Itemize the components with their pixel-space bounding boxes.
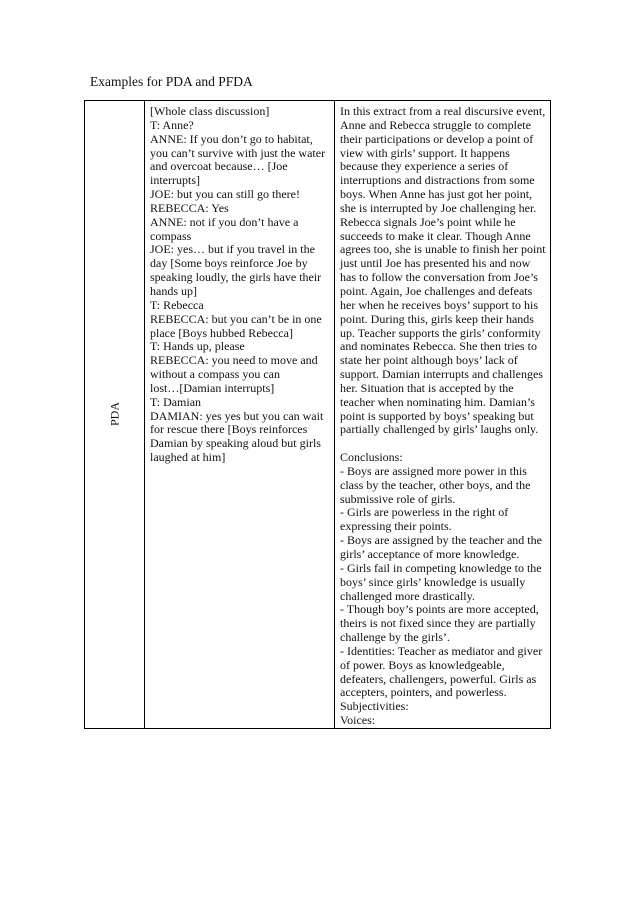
transcript-line: place [Boys hubbed Rebecca] — [150, 325, 293, 340]
transcript-line: you can’t survive with just the water — [150, 145, 326, 160]
analysis-text — [335, 101, 550, 728]
transcript-line: [Whole class discussion] — [150, 104, 270, 118]
transcript-line: for rescue there [Boys reinforces — [150, 422, 308, 437]
paragraph-gap — [340, 437, 545, 451]
analysis-line: up. Teacher supports the girls’ conformity — [340, 325, 541, 340]
analysis-line: Rebecca signals Joe’s point while he — [340, 214, 516, 229]
transcript-line: lost…[Damian interrupts] — [150, 380, 275, 395]
transcript-line: ANNE: If you don’t go to habitat, — [150, 131, 313, 146]
conclusion-line: challenge by the girls’. — [340, 630, 450, 645]
analysis-line: point. During this, girls keep their hands — [340, 311, 534, 326]
analysis-line: partially challenged by girls’ laughs only. — [340, 422, 539, 437]
transcript-line: REBECCA: you need to move and — [150, 353, 318, 368]
conclusion-line: - Identities: Teacher as mediator and giver — [340, 643, 543, 658]
transcript-line: Damian by speaking aloud but girls — [150, 436, 321, 451]
conclusion-line: expressing their points. — [340, 519, 452, 534]
transcript-line: JOE: but you can still go there! — [150, 187, 300, 202]
analysis-line: teacher when nominating him. Damian’s — [340, 394, 535, 409]
transcript-line: T: Hands up, please — [150, 339, 245, 354]
document-title: Examples for PDA and PFDA — [90, 74, 253, 89]
analysis-line: point. Again, Joe challenges and defeats — [340, 283, 533, 298]
transcript-line: T: Anne? — [150, 117, 194, 132]
conclusion-line: class by the teacher, other boys, and the — [340, 477, 531, 492]
conclusion-line: Conclusions: — [340, 450, 403, 465]
transcript-line: compass — [150, 228, 192, 243]
row-label-cell — [85, 101, 145, 729]
conclusion-line: Subjectivities: — [340, 699, 409, 714]
conclusion-line: of power. Boys as knowledgeable, — [340, 657, 505, 672]
analysis-line: view with girls’ support. It happens — [340, 145, 510, 160]
analysis-line: has to follow the conversation from Joe’s — [340, 270, 538, 285]
transcript-line: T: Rebecca — [150, 297, 204, 312]
analysis-line: she is interrupted by Joe challenging her. — [340, 200, 537, 215]
transcript-line: laughed at him] — [150, 450, 226, 465]
analysis-line: agrees too, she is unable to finish her point — [340, 242, 546, 257]
analysis-line: point is supported by boys’ speaking but — [340, 408, 534, 423]
analysis-line: her when he receives boys’ support to his — [340, 297, 539, 312]
transcript-line: REBECCA: but you can’t be in one — [150, 311, 322, 326]
conclusion-line: - Though boy’s points are more accepted, — [340, 602, 539, 617]
analysis-line: succeeds to make it clear. Though Anne — [340, 228, 531, 243]
analysis-line: and nominates Rebecca. She then tries to — [340, 339, 537, 354]
transcript-cell — [145, 101, 335, 729]
transcript-line: day [Some boys reinforce Joe by — [150, 256, 308, 271]
pda-row — [85, 101, 551, 729]
conclusion-line: girls’ acceptance of more knowledge. — [340, 547, 520, 561]
row-label: PDA — [107, 402, 121, 427]
analysis-paragraph — [340, 105, 545, 437]
conclusion-line: accepters, pointers, and powerless. — [340, 685, 507, 700]
conclusion-line: - Girls are powerless in the right of — [340, 505, 509, 520]
conclusion-line: - Boys are assigned more power in this — [340, 463, 527, 478]
transcript-line: DAMIAN: yes yes but you can wait — [150, 408, 324, 423]
conclusion-line: theirs is not fixed since they are partially — [340, 616, 536, 631]
transcript-line: without a compass you can — [150, 367, 280, 382]
conclusion-line: boys’ since girls’ knowledge is usually — [340, 574, 526, 589]
analysis-line: interruptions and distractions from some — [340, 173, 535, 188]
conclusion-line: submissive role of girls. — [340, 491, 456, 506]
analysis-line: support. Damian interrupts and challenges — [340, 367, 543, 382]
transcript-line: speaking loudly, the girls have their — [150, 270, 322, 285]
transcript-line: hands up] — [150, 283, 197, 298]
conclusion-line: - Girls fail in competing knowledge to the — [340, 560, 542, 575]
transcript-line: and overcoat because… [Joe — [150, 159, 288, 174]
pda-table — [84, 100, 551, 729]
transcript-line: JOE: yes… but if you travel in the — [150, 242, 315, 257]
analysis-line: Anne and Rebecca struggle to complete — [340, 117, 531, 132]
analysis-line: because they experience a series of — [340, 159, 509, 174]
analysis-line: In this extract from a real discursive event, — [340, 104, 546, 118]
conclusions-section — [340, 451, 545, 728]
transcript-line: REBECCA: Yes — [150, 200, 229, 215]
analysis-cell — [335, 101, 551, 729]
conclusion-line: - Boys are assigned by the teacher and the — [340, 533, 542, 548]
transcript-text — [145, 101, 334, 465]
analysis-line: state her point although boys’ lack of — [340, 353, 518, 368]
conclusion-line: defeaters, challengers, powerful. Girls as — [340, 671, 537, 686]
transcript-line: T: Damian — [150, 394, 202, 409]
transcript-line: ANNE: not if you don’t have a — [150, 214, 299, 229]
conclusion-line: challenged more drastically. — [340, 588, 475, 603]
analysis-line: her. Situation that is accepted by the — [340, 380, 514, 395]
analysis-line: just until Joe has presented his and now — [340, 256, 531, 271]
conclusion-line: Voices: — [340, 713, 376, 728]
analysis-line: boys. When Anne has just got her point, — [340, 187, 533, 202]
transcript-line: interrupts] — [150, 173, 200, 188]
analysis-line: their participations or develop a point of — [340, 131, 534, 146]
